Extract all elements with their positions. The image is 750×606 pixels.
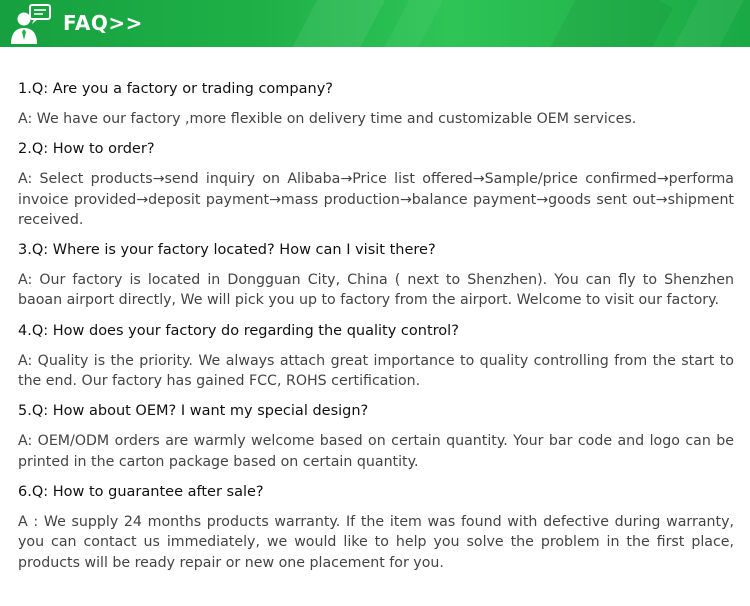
banner-decoration	[537, 0, 673, 47]
faq-question: 5.Q: How about OEM? I want my special design?	[18, 403, 369, 420]
faq-answer: A: We have our factory ,more flexible on delivery time and customizable OEM services.	[18, 111, 637, 127]
faq-list	[18, 79, 734, 583]
faq-answer: A : We supply 24 months products warranty. If the item was found with defective during warranty, you can contact us immediately, we would like to help you solve the problem in the first place, products will be ready repair or new one placement for you.	[18, 513, 734, 571]
faq-question: 1.Q: Are you a factory or trading company?	[18, 81, 333, 97]
faq-item	[18, 482, 734, 573]
faq-question: 3.Q: Where is your factory located? How can I visit there?	[18, 242, 436, 259]
faq-question: 4.Q: How does your factory do regarding the quality control?	[18, 322, 459, 339]
faq-answer: A: Select products→send inquiry on Alibaba→Price list offered→Sample/price confirmed→performa invoice provided→deposit payment→mass production→balance payment→goods sent out→shipment received.	[18, 171, 734, 228]
faq-item	[18, 240, 734, 311]
faq-answer: A: Our factory is located in Dongguan City, China ( next to Shenzhen). You can fly to Shenzhen baoan airport directly, We will pick you up to factory from the airport. Welcome to visit our factory.	[18, 272, 734, 309]
faq-answer: A: OEM/ODM orders are warmly welcome based on certain quantity. Your bar code and logo can be printed in the carton package based on certain quantity.	[18, 433, 734, 470]
banner-decoration	[275, 0, 384, 47]
faq-question: 2.Q: How to order?	[18, 141, 155, 158]
faq-header-banner	[0, 0, 750, 47]
faq-item	[18, 79, 734, 129]
faq-title: FAQ>>	[63, 11, 143, 35]
faq-item	[18, 401, 734, 472]
customer-service-chat-icon	[9, 3, 53, 45]
faq-item	[18, 139, 734, 230]
faq-question: 6.Q: How to guarantee after sale?	[18, 483, 264, 500]
faq-item	[18, 321, 734, 392]
faq-answer: A: Quality is the priority. We always attach great importance to quality controlling from the start to the end. Our factory has gained FCC, ROHS certification.	[18, 352, 734, 390]
